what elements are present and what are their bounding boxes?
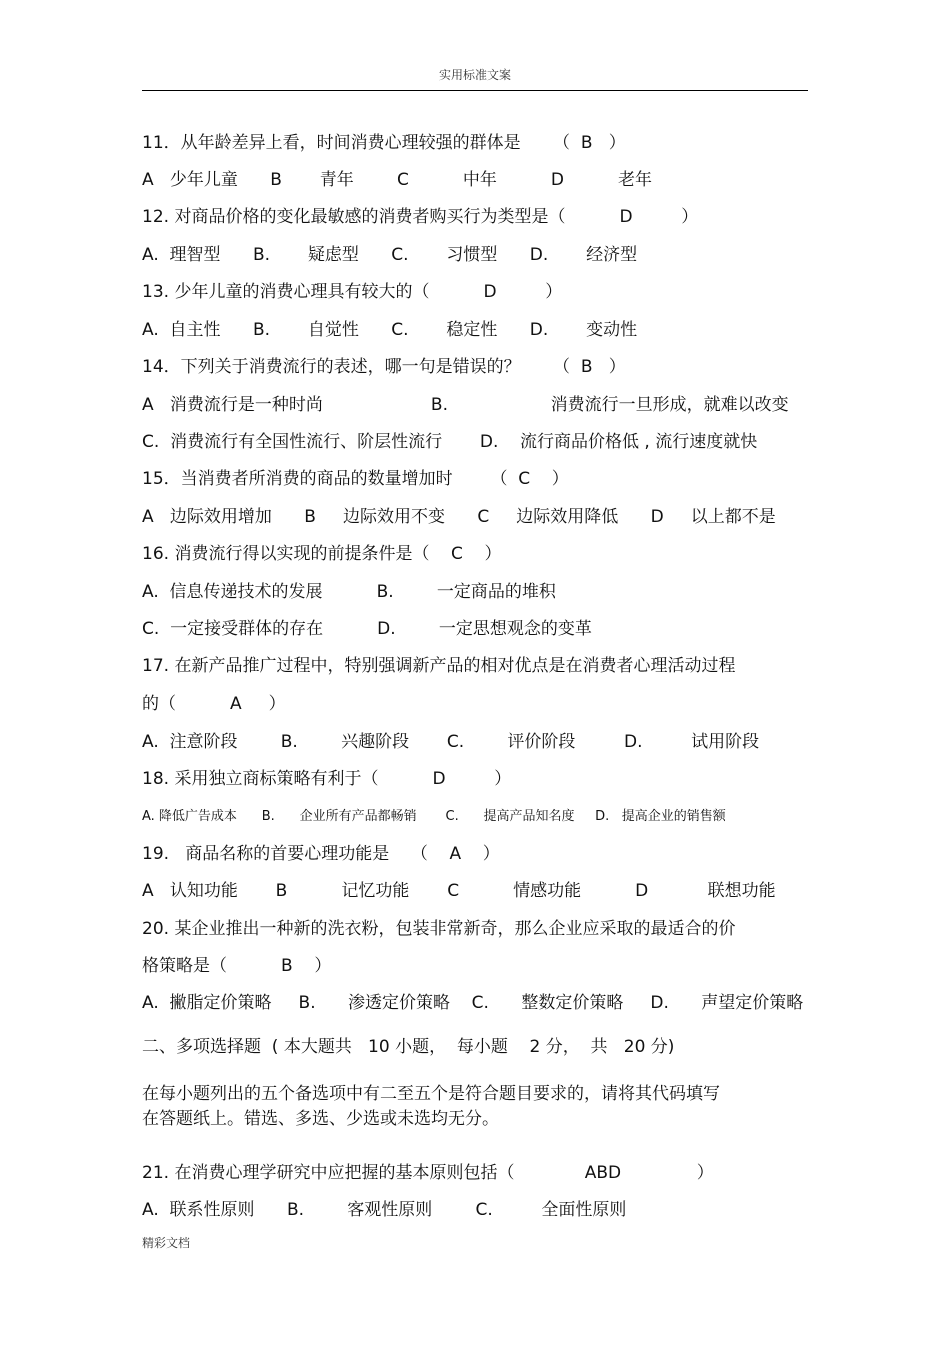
options-20: A. 撇脂定价策略 B. 渗透定价策略 C. 整数定价策略 D. 声望定价策略	[142, 993, 804, 1013]
question-19: 19. 商品名称的首要心理功能是 （ A ）	[142, 844, 500, 864]
question-20-cont: 格策略是（ B ）	[142, 956, 332, 976]
header-divider	[142, 90, 808, 91]
options-13: A. 自主性 B. 自觉性 C. 稳定性 D. 变动性	[142, 320, 638, 340]
options-12: A. 理智型 B. 疑虑型 C. 习惯型 D. 经济型	[142, 245, 638, 265]
options-14-cd: C. 消费流行有全国性流行、阶层性流行 D. 流行商品价格低 , 流行速度就快	[142, 432, 758, 452]
question-21: 21. 在消费心理学研究中应把握的基本原则包括（ ABD ）	[142, 1163, 714, 1183]
options-14-ab: A 消费流行是一种时尚 B. 消费流行一旦形成，就难以改变	[142, 395, 789, 415]
options-21: A. 联系性原则 B. 客观性原则 C. 全面性原则	[142, 1200, 627, 1220]
question-11: 11．从年龄差异上看，时间消费心理较强的群体是 （ B ）	[142, 133, 626, 153]
section-heading: 二、多项选择题 ( 本大题共 10 小题， 每小题 2 分， 共 20 分)	[142, 1037, 675, 1057]
question-20: 20. 某企业推出一种新的洗衣粉，包装非常新奇，那么企业应采取的最适合的价	[142, 919, 736, 939]
question-17-cont: 的（ A ）	[142, 694, 286, 714]
page-footer: 精彩文档	[142, 1236, 191, 1250]
question-14: 14．下列关于消费流行的表述，哪一句是错误的？ （ B ）	[142, 357, 626, 377]
page-header: 实用标准文案	[438, 68, 511, 82]
question-16: 16. 消费流行得以实现的前提条件是（ C ）	[142, 544, 502, 564]
options-16-ab: A. 信息传递技术的发展 B. 一定商品的堆积	[142, 582, 556, 602]
question-15: 15．当消费者所消费的商品的数量增加时 （ C ）	[142, 469, 569, 489]
options-17: A. 注意阶段 B. 兴趣阶段 C. 评价阶段 D. 试用阶段	[142, 732, 760, 752]
options-19: A 认知功能 B 记忆功能 C 情感功能 D 联想功能	[142, 881, 776, 901]
section-instructions-1: 在每小题列出的五个备选项中有二至五个是符合题目要求的，请将其代码填写	[142, 1084, 720, 1104]
options-18: A. 降低广告成本 B. 企业所有产品都畅销 C. 提高产品知名度 D. 提高企业的销售额	[142, 809, 726, 824]
options-15: A 边际效用增加 B 边际效用不变 C 边际效用降低 D 以上都不是	[142, 507, 776, 527]
question-13: 13. 少年儿童的消费心理具有较大的（ D ）	[142, 282, 563, 302]
options-11: A 少年儿童 B 青年 C 中年 D 老年	[142, 170, 653, 190]
question-17: 17. 在新产品推广过程中，特别强调新产品的相对优点是在消费者心理活动过程	[142, 656, 736, 676]
options-16-cd: C. 一定接受群体的存在 D. 一定思想观念的变革	[142, 619, 592, 639]
section-instructions-2: 在答题纸上。错选、多选、少选或未选均无分。	[142, 1109, 499, 1129]
question-18: 18. 采用独立商标策略有利于（ D ）	[142, 769, 512, 789]
question-12: 12. 对商品价格的变化最敏感的消费者购买行为类型是（ D ）	[142, 207, 699, 227]
